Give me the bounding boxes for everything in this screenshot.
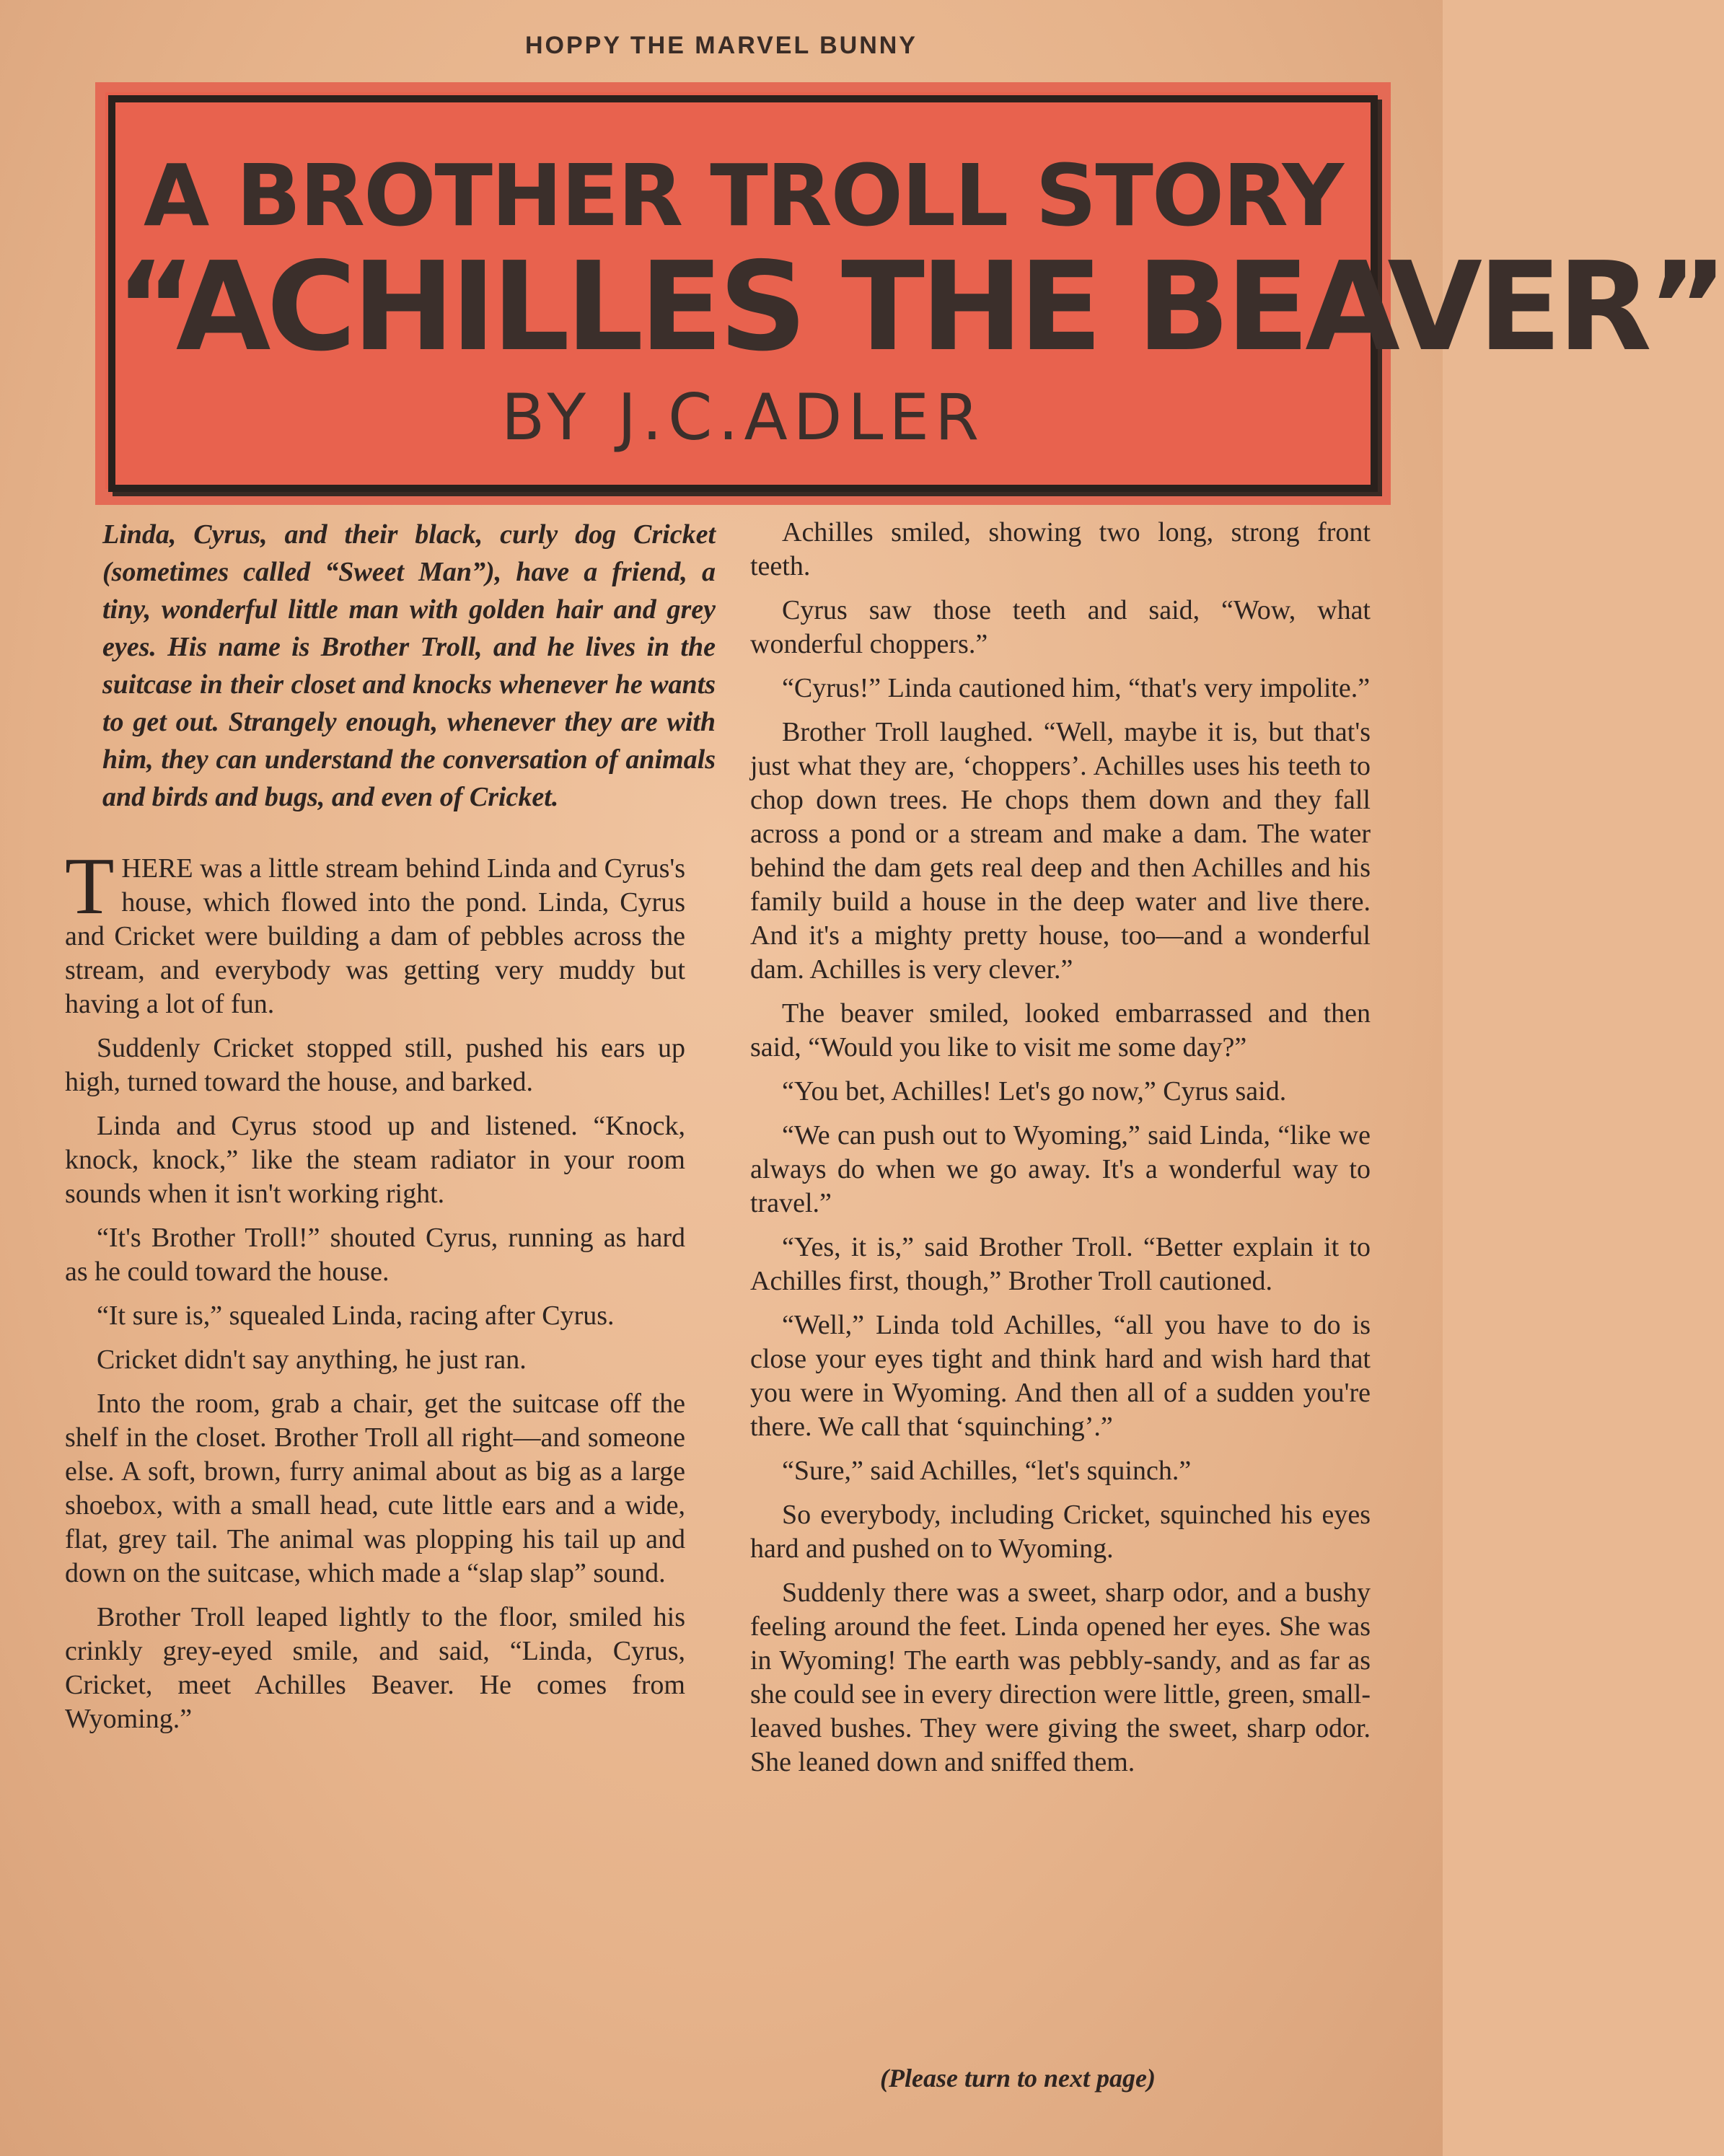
story-paragraph: Into the room, grab a chair, get the suitcase off the shelf in the closet. Brother Troll all right—and someone else. A soft, brown, furry animal about as big as a large shoebox, with a small head, cute little ears and a wide, flat, grey tail. The animal was plopping his tail up and down on the suitcase, which made a “slap slap” sound. [65,1389,685,1588]
continued-note: (Please turn to next page) [880,2064,1156,2093]
story-paragraph: Achilles smiled, showing two long, strong front teeth. [750,517,1371,581]
title-banner [108,95,1724,492]
story-paragraph: Brother Troll laughed. “Well, maybe it is, but that's just what they are, ‘choppers’. Achilles uses his teeth to chop down trees. He chops them down and they fall across a pond or a stream and make a dam. The water behind the dam gets real deep and then Achilles and his family build a house in the deep water and live there. And it's a mighty pretty house, too—and a wonderful dam. Achilles is very clever.” [750,717,1371,985]
banner-series-title: A BROTHER TROLL STORY [143,146,1343,245]
story-paragraph: “Yes, it is,” said Brother Troll. “Better explain it to Achilles first, though,” Brother Troll cautioned. [750,1232,1371,1296]
story-paragraph: “Cyrus!” Linda cautioned him, “that's very impolite.” [782,673,1371,703]
story-paragraph: “It sure is,” squealed Linda, racing after Cyrus. [97,1301,615,1331]
story-paragraph: “It's Brother Troll!” shouted Cyrus, running as hard as he could toward the house. [65,1223,685,1287]
story-paragraph: “Well,” Linda told Achilles, “all you have to do is close your eyes tight and think hard and wish hard that you were in Wyoming. And then all of a sudden you're there. We call that ‘squinching’.” [750,1310,1371,1442]
story-paragraph: Cricket didn't say anything, he just ran. [97,1345,527,1375]
banner-story-title: “ACHILLES THE BEAVER” [115,236,1724,379]
left-column [65,516,716,1746]
story-paragraph: Suddenly Cricket stopped still, pushed his ears up high, turned toward the house, and barked. [65,1033,685,1097]
banner-byline: BY J.C.ADLER [501,380,985,454]
story-paragraph: “We can push out to Wyoming,” said Linda, “like we always do when we go away. It's a wonderful way to travel.” [750,1120,1371,1218]
right-column [750,516,1371,1790]
running-head: HOPPY THE MARVEL BUNNY [525,32,918,59]
story-paragraph: Brother Troll leaped lightly to the floor, smiled his crinkly grey-eyed smile, and said, “Linda, Cyrus, Cricket, meet Achilles Beaver. He comes from Wyoming.” [65,1602,685,1734]
drop-cap: T [65,842,115,931]
story-first-paragraph [65,842,685,1021]
story-paragraph: Linda and Cyrus stood up and listened. “Knock, knock, knock,” like the steam radiator in your room sounds when it isn't working right. [65,1111,685,1209]
first-paragraph-text: HERE was a little stream behind Linda and Cyrus's house, which flowed into the pond. Linda, Cyrus and Cricket were building a dam of pebbles across the stream, and everybody was getting very muddy but having a lot of fun. [65,853,685,1019]
story-paragraph: Cyrus saw those teeth and said, “Wow, what wonderful choppers.” [750,595,1371,659]
intro-paragraph: Linda, Cyrus, and their black, curly dog Cricket (sometimes called “Sweet Man”), have a friend, a tiny, wonderful little man with golden hair and grey eyes. His name is Brother Troll, and he lives in the suitcase in their closet and knocks whenever he wants to get out. Strangely enough, whenever they are with him, they can understand the conversation of animals and birds and bugs, and even of Cricket. [102,519,716,812]
story-paragraph: The beaver smiled, looked embarrassed and then said, “Would you like to visit me some day?” [750,998,1371,1062]
story-paragraph: So everybody, including Cricket, squinched his eyes hard and pushed on to Wyoming. [750,1500,1371,1564]
story-paragraph: “You bet, Achilles! Let's go now,” Cyrus said. [782,1076,1287,1106]
story-paragraph: “Sure,” said Achilles, “let's squinch.” [782,1456,1192,1486]
story-paragraph: Suddenly there was a sweet, sharp odor, and a bushy feeling around the feet. Linda opened her eyes. She was in Wyoming! The earth was pebbly-sandy, and as far as she could see in every direction were little, green, small-leaved bushes. They were giving the sweet, sharp odor. She leaned down and sniffed them. [750,1578,1371,1777]
